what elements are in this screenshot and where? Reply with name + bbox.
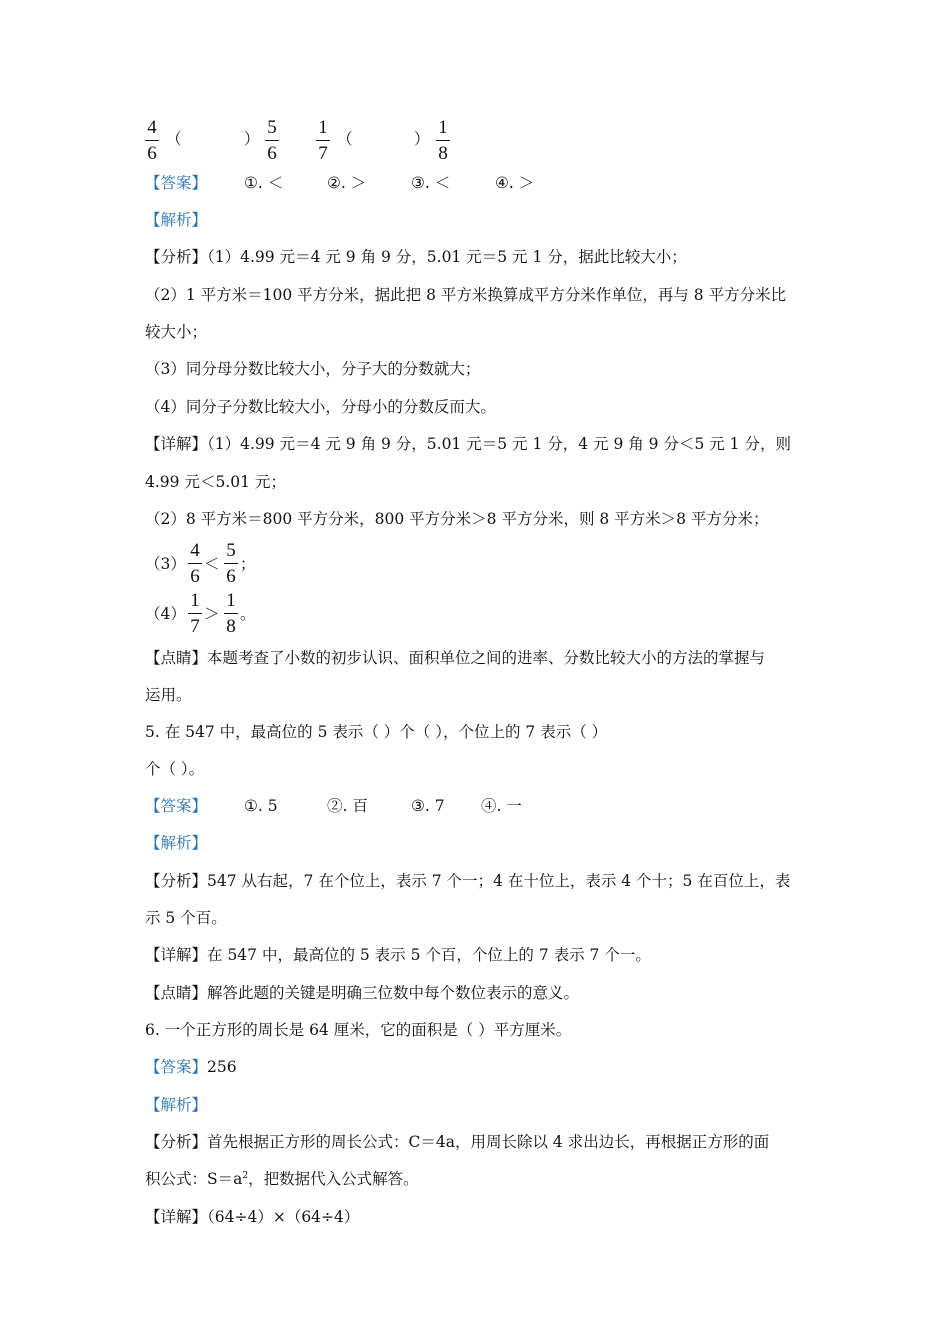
detail-4-end: 。 (240, 605, 256, 623)
fraction-bar (188, 613, 202, 614)
numerator: 4 (147, 117, 157, 138)
blank-close-1: ） (244, 130, 260, 148)
answer-2: ②. 百 (327, 797, 368, 815)
fenxi-text: 首先根据正方形的周长公式：C＝4a，用周长除以 4 求出边长，再根据正方形的面 (207, 1133, 770, 1151)
answer-1: ①. 5 (244, 797, 278, 815)
fraction-4-6 (145, 118, 159, 164)
numerator: 1 (190, 590, 200, 611)
answer-line (145, 1056, 237, 1078)
xiangjie-tag: 【详解】 (145, 1208, 208, 1226)
xiangjie-tag: 【详解】 (145, 435, 208, 453)
numerator: 1 (226, 590, 236, 611)
detail-line (145, 1206, 359, 1228)
detail-line: （2）8 平方米＝800 平方分米，800 平方分米＞8 平方分米，则 8 平方米＞8 平方分米； (145, 510, 769, 528)
answer-4: ④. 一 (481, 797, 522, 815)
fraction-5-6 (224, 541, 238, 587)
dianjing-text: 本题考查了小数的初步认识、面积单位之间的进率、分数比较大小的方法的掌握与 (207, 649, 766, 667)
detail-line (145, 944, 651, 966)
fraction-bar (224, 613, 238, 614)
answer-value: 256 (207, 1058, 237, 1076)
detail-4-prefix: （4） (145, 605, 186, 623)
fenxi-tag: 【分析】 (145, 872, 208, 890)
answer-tag: 【答案】 (145, 174, 208, 192)
answer-1: ①. ＜ (244, 174, 284, 192)
fraction-1-8 (224, 591, 238, 637)
greater-than-sign: ＞ (204, 605, 220, 623)
analysis-tag: 【解析】 (145, 211, 208, 229)
answer-tag: 【答案】 (145, 797, 208, 815)
fenxi-text: 547 从右起，7 在个位上，表示 7 个一；4 在十位上，表示 4 个十；5 在百位上，表 (207, 872, 791, 890)
analysis-line (145, 870, 790, 892)
fenxi-tag: 【分析】 (145, 248, 208, 266)
blank-open-1: （ (166, 130, 182, 148)
fraction-5-6 (265, 118, 279, 164)
numerator: 1 (318, 117, 328, 138)
answer-2: ②. ＞ (327, 174, 367, 192)
answer-3: ③. 7 (411, 797, 445, 815)
xiangjie-tag: 【详解】 (145, 946, 208, 964)
formula-text-end: ，把数据代入公式解答。 (248, 1170, 419, 1188)
detail-line (145, 433, 791, 455)
denominator: 6 (190, 566, 200, 587)
dianjing-text: 解答此题的关键是明确三位数中每个数位表示的意义。 (207, 984, 580, 1002)
detail-line: 4.99 元＜5.01 元； (145, 473, 286, 491)
blank-close-2: ） (414, 130, 430, 148)
numerator: 5 (267, 117, 277, 138)
analysis-line: （3）同分母分数比较大小，分子大的分数就大； (145, 360, 481, 378)
fraction-4-6 (188, 541, 202, 587)
fraction-1-7 (316, 118, 330, 164)
fenxi-text: （1）4.99 元＝4 元 9 角 9 分，5.01 元＝5 元 1 分，据此比较大小； (207, 248, 687, 266)
numerator: 4 (190, 540, 200, 561)
denominator: 7 (318, 143, 328, 164)
answer-3: ③. ＜ (411, 174, 451, 192)
answer-tag: 【答案】 (145, 1058, 208, 1076)
less-than-sign: ＜ (204, 555, 220, 573)
dianjing-tag: 【点睛】 (145, 649, 208, 667)
detail-3-prefix: （3） (145, 555, 186, 573)
fraction-bar (316, 140, 330, 141)
denominator: 6 (267, 143, 277, 164)
comment-line (145, 647, 765, 669)
denominator: 8 (438, 143, 448, 164)
formula-text: 积公式：S＝a (145, 1170, 243, 1188)
fraction-1-7 (188, 591, 202, 637)
xiangjie-text: 在 547 中，最高位的 5 表示 5 个百，个位上的 7 表示 7 个一。 (207, 946, 651, 964)
blank-open-2: （ (337, 130, 353, 148)
answer-4: ④. ＞ (495, 174, 535, 192)
analysis-line: （4）同分子分数比较大小，分母小的分数反而大。 (145, 398, 496, 416)
superscript: 2 (242, 1170, 249, 1181)
analysis-tag: 【解析】 (145, 1096, 208, 1114)
comment-line: 运用。 (145, 686, 192, 704)
analysis-tag: 【解析】 (145, 834, 208, 852)
question-5-cont: 个（ ）。 (145, 760, 205, 778)
numerator: 1 (438, 117, 448, 138)
analysis-line (145, 1131, 769, 1153)
fraction-bar (436, 140, 450, 141)
fraction-bar (224, 563, 238, 564)
fraction-bar (265, 140, 279, 141)
detail-3-end: ； (240, 555, 256, 573)
analysis-line: 较大小； (145, 323, 208, 341)
fraction-bar (145, 140, 159, 141)
analysis-line (145, 1168, 419, 1190)
denominator: 6 (226, 566, 236, 587)
numerator: 5 (226, 540, 236, 561)
fraction-bar (188, 563, 202, 564)
analysis-line: （2）1 平方米＝100 平方分米，据此把 8 平方米换算成平方分米作单位，再与 8 平方分米比 (145, 286, 787, 304)
fenxi-tag: 【分析】 (145, 1133, 208, 1151)
question-6: 6. 一个正方形的周长是 64 厘米，它的面积是（ ）平方厘米。 (145, 1021, 572, 1039)
denominator: 8 (226, 616, 236, 637)
xiangjie-text: （64÷4）×（64÷4） (207, 1208, 360, 1226)
fraction-1-8 (436, 118, 450, 164)
xiangjie-text: （1）4.99 元＝4 元 9 角 9 分，5.01 元＝5 元 1 分，4 元 9 角 9 分＜5 元 1 分，则 (207, 435, 791, 453)
dianjing-tag: 【点睛】 (145, 984, 208, 1002)
analysis-line (145, 246, 687, 268)
denominator: 7 (190, 616, 200, 637)
comment-line (145, 982, 579, 1004)
denominator: 6 (147, 143, 157, 164)
analysis-line: 示 5 个百。 (145, 909, 227, 927)
question-5: 5. 在 547 中，最高位的 5 表示（ ）个（ ），个位上的 7 表示（ ） (145, 723, 608, 741)
